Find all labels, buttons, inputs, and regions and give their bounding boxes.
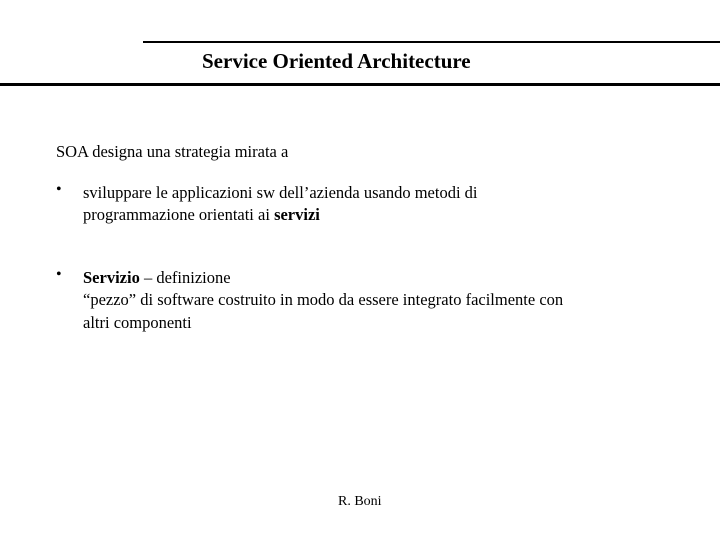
bullet-1-text: programmazione orientati ai [83,205,275,224]
bullet-2-line-3: altri componenti [83,313,192,332]
bullet-2-line-1 [83,267,231,289]
title-top-rule [143,41,720,43]
bullet-icon: • [56,266,62,283]
bullet-2-bold-term: Servizio [83,268,140,287]
intro-text: SOA designa una strategia mirata a [56,142,289,161]
slide-title: Service Oriented Architecture [202,49,471,73]
bullet-1-bold-term: servizi [274,205,320,224]
bullet-2-line-2: “pezzo” di software costruito in modo da essere integrato facilmente con [83,290,564,309]
footer-author: R. Boni [338,494,382,509]
bullet-1-line-1: sviluppare le applicazioni sw dell’azienda usando metodi di [83,183,478,202]
bullet-1-line-2 [83,204,320,226]
bullet-2-text: – definizione [139,268,231,287]
bullet-icon: • [56,181,62,198]
title-bottom-rule [0,83,720,86]
